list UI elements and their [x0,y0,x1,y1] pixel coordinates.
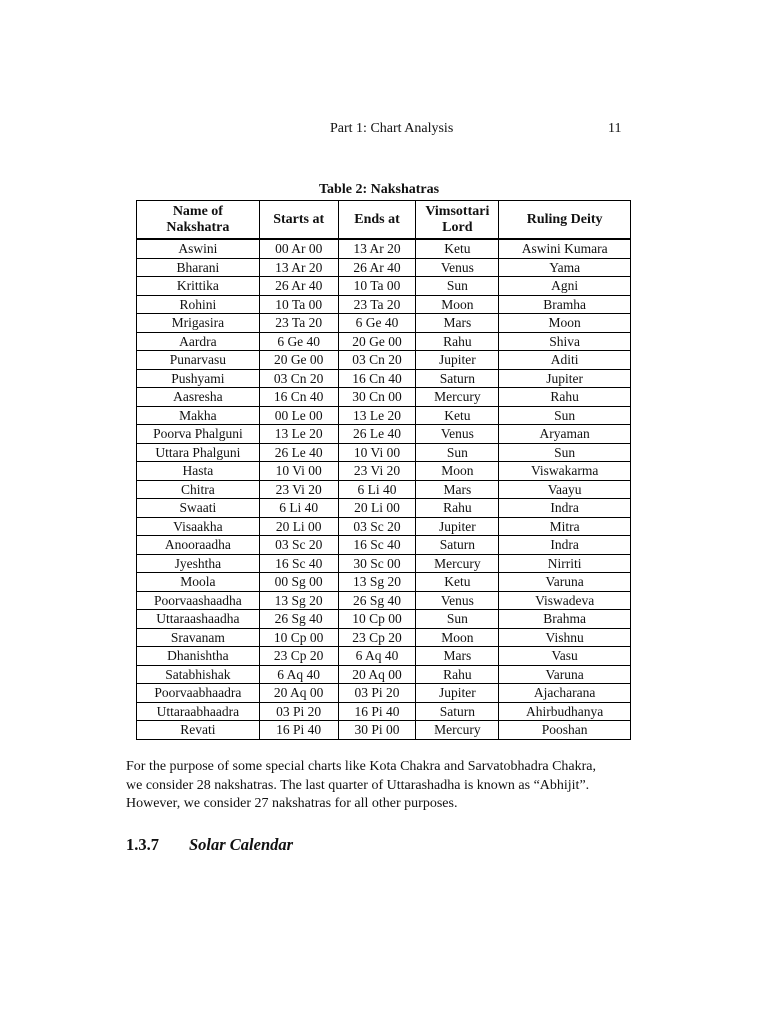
cell-vimsottari-lord: Ketu [416,573,499,592]
cell-starts-at: 6 Ge 40 [259,332,338,351]
cell-name: Pushyami [137,369,260,388]
header-line: Ends at [354,211,400,227]
cell-ruling-deity: Sun [499,443,631,462]
header-line: Vimsottari [425,203,490,219]
cell-ends-at: 30 Sc 00 [338,554,416,573]
cell-starts-at: 26 Sg 40 [259,610,338,629]
cell-ruling-deity: Indra [499,499,631,518]
cell-name: Mrigasira [137,314,260,333]
cell-starts-at: 03 Sc 20 [259,536,338,555]
cell-ruling-deity: Mitra [499,517,631,536]
cell-starts-at: 23 Cp 20 [259,647,338,666]
cell-starts-at: 16 Sc 40 [259,554,338,573]
cell-ruling-deity: Vishnu [499,628,631,647]
cell-ends-at: 26 Le 40 [338,425,416,444]
cell-name: Moola [137,573,260,592]
table-row [137,480,631,499]
paragraph-line: For the purpose of some special charts like Kota Chakra and Sarvatobhadra Chakra, [126,759,597,774]
cell-name: Makha [137,406,260,425]
cell-name: Uttaraabhaadra [137,702,260,721]
cell-ruling-deity: Ajacharana [499,684,631,703]
header-line: Lord [442,219,473,235]
cell-ends-at: 20 Li 00 [338,499,416,518]
cell-name: Jyeshtha [137,554,260,573]
table-row [137,702,631,721]
cell-starts-at: 16 Cn 40 [259,388,338,407]
table-row [137,388,631,407]
cell-ends-at: 6 Aq 40 [338,647,416,666]
cell-ruling-deity: Aryaman [499,425,631,444]
cell-name: Krittika [137,277,260,296]
table-row [137,314,631,333]
table-row [137,517,631,536]
cell-ruling-deity: Bramha [499,295,631,314]
cell-ruling-deity: Rahu [499,388,631,407]
header-ends-at [338,201,416,240]
cell-ends-at: 6 Li 40 [338,480,416,499]
header-line: Ruling Deity [526,211,603,227]
cell-starts-at: 03 Pi 20 [259,702,338,721]
cell-ends-at: 10 Vi 00 [338,443,416,462]
header-line: Starts at [273,211,325,227]
cell-starts-at: 00 Le 00 [259,406,338,425]
cell-vimsottari-lord: Rahu [416,332,499,351]
cell-vimsottari-lord: Sun [416,443,499,462]
cell-vimsottari-lord: Mercury [416,554,499,573]
cell-name: Poorva Phalguni [137,425,260,444]
cell-vimsottari-lord: Venus [416,425,499,444]
section-title: Solar Calendar [189,835,294,854]
cell-ruling-deity: Agni [499,277,631,296]
cell-ruling-deity: Viswadeva [499,591,631,610]
cell-name: Punarvasu [137,351,260,370]
cell-starts-at: 23 Ta 20 [259,314,338,333]
cell-starts-at: 20 Ge 00 [259,351,338,370]
cell-ends-at: 20 Aq 00 [338,665,416,684]
cell-vimsottari-lord: Moon [416,462,499,481]
cell-ruling-deity: Jupiter [499,369,631,388]
body-paragraph [126,758,646,814]
cell-ends-at: 03 Cn 20 [338,351,416,370]
table-row [137,591,631,610]
cell-vimsottari-lord: Saturn [416,536,499,555]
cell-name: Swaati [137,499,260,518]
cell-ends-at: 10 Ta 00 [338,277,416,296]
cell-name: Anooraadha [137,536,260,555]
cell-ruling-deity: Varuna [499,665,631,684]
cell-name: Sravanam [137,628,260,647]
cell-vimsottari-lord: Sun [416,277,499,296]
table-row [137,499,631,518]
table-row [137,721,631,740]
section-number: 1.3.7 [126,835,159,854]
table-row [137,628,631,647]
cell-vimsottari-lord: Ketu [416,239,499,258]
table-row [137,332,631,351]
cell-vimsottari-lord: Venus [416,591,499,610]
section-heading [126,835,293,855]
cell-vimsottari-lord: Jupiter [416,517,499,536]
cell-vimsottari-lord: Ketu [416,406,499,425]
table-row [137,573,631,592]
cell-vimsottari-lord: Venus [416,258,499,277]
cell-ends-at: 03 Pi 20 [338,684,416,703]
cell-name: Visaakha [137,517,260,536]
cell-vimsottari-lord: Jupiter [416,684,499,703]
cell-ends-at: 26 Ar 40 [338,258,416,277]
cell-vimsottari-lord: Mars [416,480,499,499]
table-caption: Table 2: Nakshatras [319,182,440,197]
cell-starts-at: 10 Ta 00 [259,295,338,314]
cell-name: Aardra [137,332,260,351]
cell-name: Satabhishak [137,665,260,684]
cell-starts-at: 13 Sg 20 [259,591,338,610]
table-header-row [137,201,631,240]
cell-ends-at: 26 Sg 40 [338,591,416,610]
cell-starts-at: 26 Ar 40 [259,277,338,296]
cell-starts-at: 20 Aq 00 [259,684,338,703]
table-row [137,351,631,370]
cell-ruling-deity: Aditi [499,351,631,370]
table-row [137,647,631,666]
cell-vimsottari-lord: Mercury [416,388,499,407]
cell-name: Poorvaabhaadra [137,684,260,703]
cell-vimsottari-lord: Mars [416,314,499,333]
cell-name: Uttara Phalguni [137,443,260,462]
cell-ruling-deity: Viswakarma [499,462,631,481]
cell-name: Poorvaashaadha [137,591,260,610]
table-row [137,239,631,258]
paragraph-line: we consider 28 nakshatras. The last quarter of Uttarashadha is known as “Abhijit”. [126,777,590,793]
cell-ruling-deity: Brahma [499,610,631,629]
cell-starts-at: 16 Pi 40 [259,721,338,740]
cell-starts-at: 03 Cn 20 [259,369,338,388]
header-starts-at [259,201,338,240]
cell-vimsottari-lord: Mars [416,647,499,666]
cell-starts-at: 13 Le 20 [259,425,338,444]
cell-ruling-deity: Vaayu [499,480,631,499]
table-row [137,258,631,277]
table-row [137,295,631,314]
table-row [137,277,631,296]
header-name-of-nakshatra [137,201,260,240]
header-line: Nakshatra [166,219,230,235]
cell-name: Rohini [137,295,260,314]
cell-ruling-deity: Varuna [499,573,631,592]
nakshatra-table [136,200,631,740]
table-row [137,610,631,629]
cell-ruling-deity: Moon [499,314,631,333]
header-line: Name of [172,203,223,219]
running-title: Part 1: Chart Analysis [330,121,454,136]
cell-ends-at: 23 Cp 20 [338,628,416,647]
header-ruling-deity [499,201,631,240]
table-row [137,369,631,388]
cell-name: Dhanishtha [137,647,260,666]
cell-ends-at: 13 Ar 20 [338,239,416,258]
cell-vimsottari-lord: Saturn [416,702,499,721]
table-row [137,406,631,425]
page-number: 11 [608,121,622,136]
cell-starts-at: 00 Ar 00 [259,239,338,258]
cell-name: Chitra [137,480,260,499]
cell-ruling-deity: Vasu [499,647,631,666]
cell-ends-at: 16 Sc 40 [338,536,416,555]
cell-starts-at: 26 Le 40 [259,443,338,462]
cell-ends-at: 10 Cp 00 [338,610,416,629]
cell-starts-at: 10 Vi 00 [259,462,338,481]
cell-ruling-deity: Yama [499,258,631,277]
cell-name: Aswini [137,239,260,258]
paragraph-line: However, we consider 27 nakshatras for all other purposes. [126,796,458,811]
cell-ends-at: 20 Ge 00 [338,332,416,351]
table-row [137,554,631,573]
cell-ends-at: 30 Cn 00 [338,388,416,407]
cell-vimsottari-lord: Mercury [416,721,499,740]
table-row [137,443,631,462]
cell-name: Uttaraashaadha [137,610,260,629]
table-row [137,665,631,684]
cell-vimsottari-lord: Sun [416,610,499,629]
cell-ruling-deity: Aswini Kumara [499,239,631,258]
cell-starts-at: 20 Li 00 [259,517,338,536]
cell-ruling-deity: Shiva [499,332,631,351]
table-row [137,462,631,481]
cell-ends-at: 6 Ge 40 [338,314,416,333]
cell-vimsottari-lord: Rahu [416,665,499,684]
cell-name: Bharani [137,258,260,277]
cell-vimsottari-lord: Rahu [416,499,499,518]
cell-ruling-deity: Sun [499,406,631,425]
cell-ends-at: 13 Sg 20 [338,573,416,592]
cell-starts-at: 6 Aq 40 [259,665,338,684]
cell-ends-at: 30 Pi 00 [338,721,416,740]
cell-ends-at: 16 Cn 40 [338,369,416,388]
cell-ends-at: 23 Vi 20 [338,462,416,481]
table-row [137,684,631,703]
cell-ends-at: 23 Ta 20 [338,295,416,314]
cell-starts-at: 10 Cp 00 [259,628,338,647]
cell-name: Aasresha [137,388,260,407]
cell-name: Hasta [137,462,260,481]
cell-ruling-deity: Nirriti [499,554,631,573]
cell-starts-at: 23 Vi 20 [259,480,338,499]
cell-starts-at: 6 Li 40 [259,499,338,518]
cell-ends-at: 03 Sc 20 [338,517,416,536]
cell-vimsottari-lord: Moon [416,628,499,647]
cell-vimsottari-lord: Jupiter [416,351,499,370]
page-header [0,121,768,139]
cell-ends-at: 13 Le 20 [338,406,416,425]
cell-starts-at: 00 Sg 00 [259,573,338,592]
table-row [137,425,631,444]
cell-ruling-deity: Ahirbudhanya [499,702,631,721]
cell-ruling-deity: Indra [499,536,631,555]
table-body [137,239,631,739]
cell-vimsottari-lord: Moon [416,295,499,314]
cell-ruling-deity: Pooshan [499,721,631,740]
cell-starts-at: 13 Ar 20 [259,258,338,277]
cell-vimsottari-lord: Saturn [416,369,499,388]
cell-name: Revati [137,721,260,740]
cell-ends-at: 16 Pi 40 [338,702,416,721]
table-row [137,536,631,555]
header-vimsottari-lord [416,201,499,240]
